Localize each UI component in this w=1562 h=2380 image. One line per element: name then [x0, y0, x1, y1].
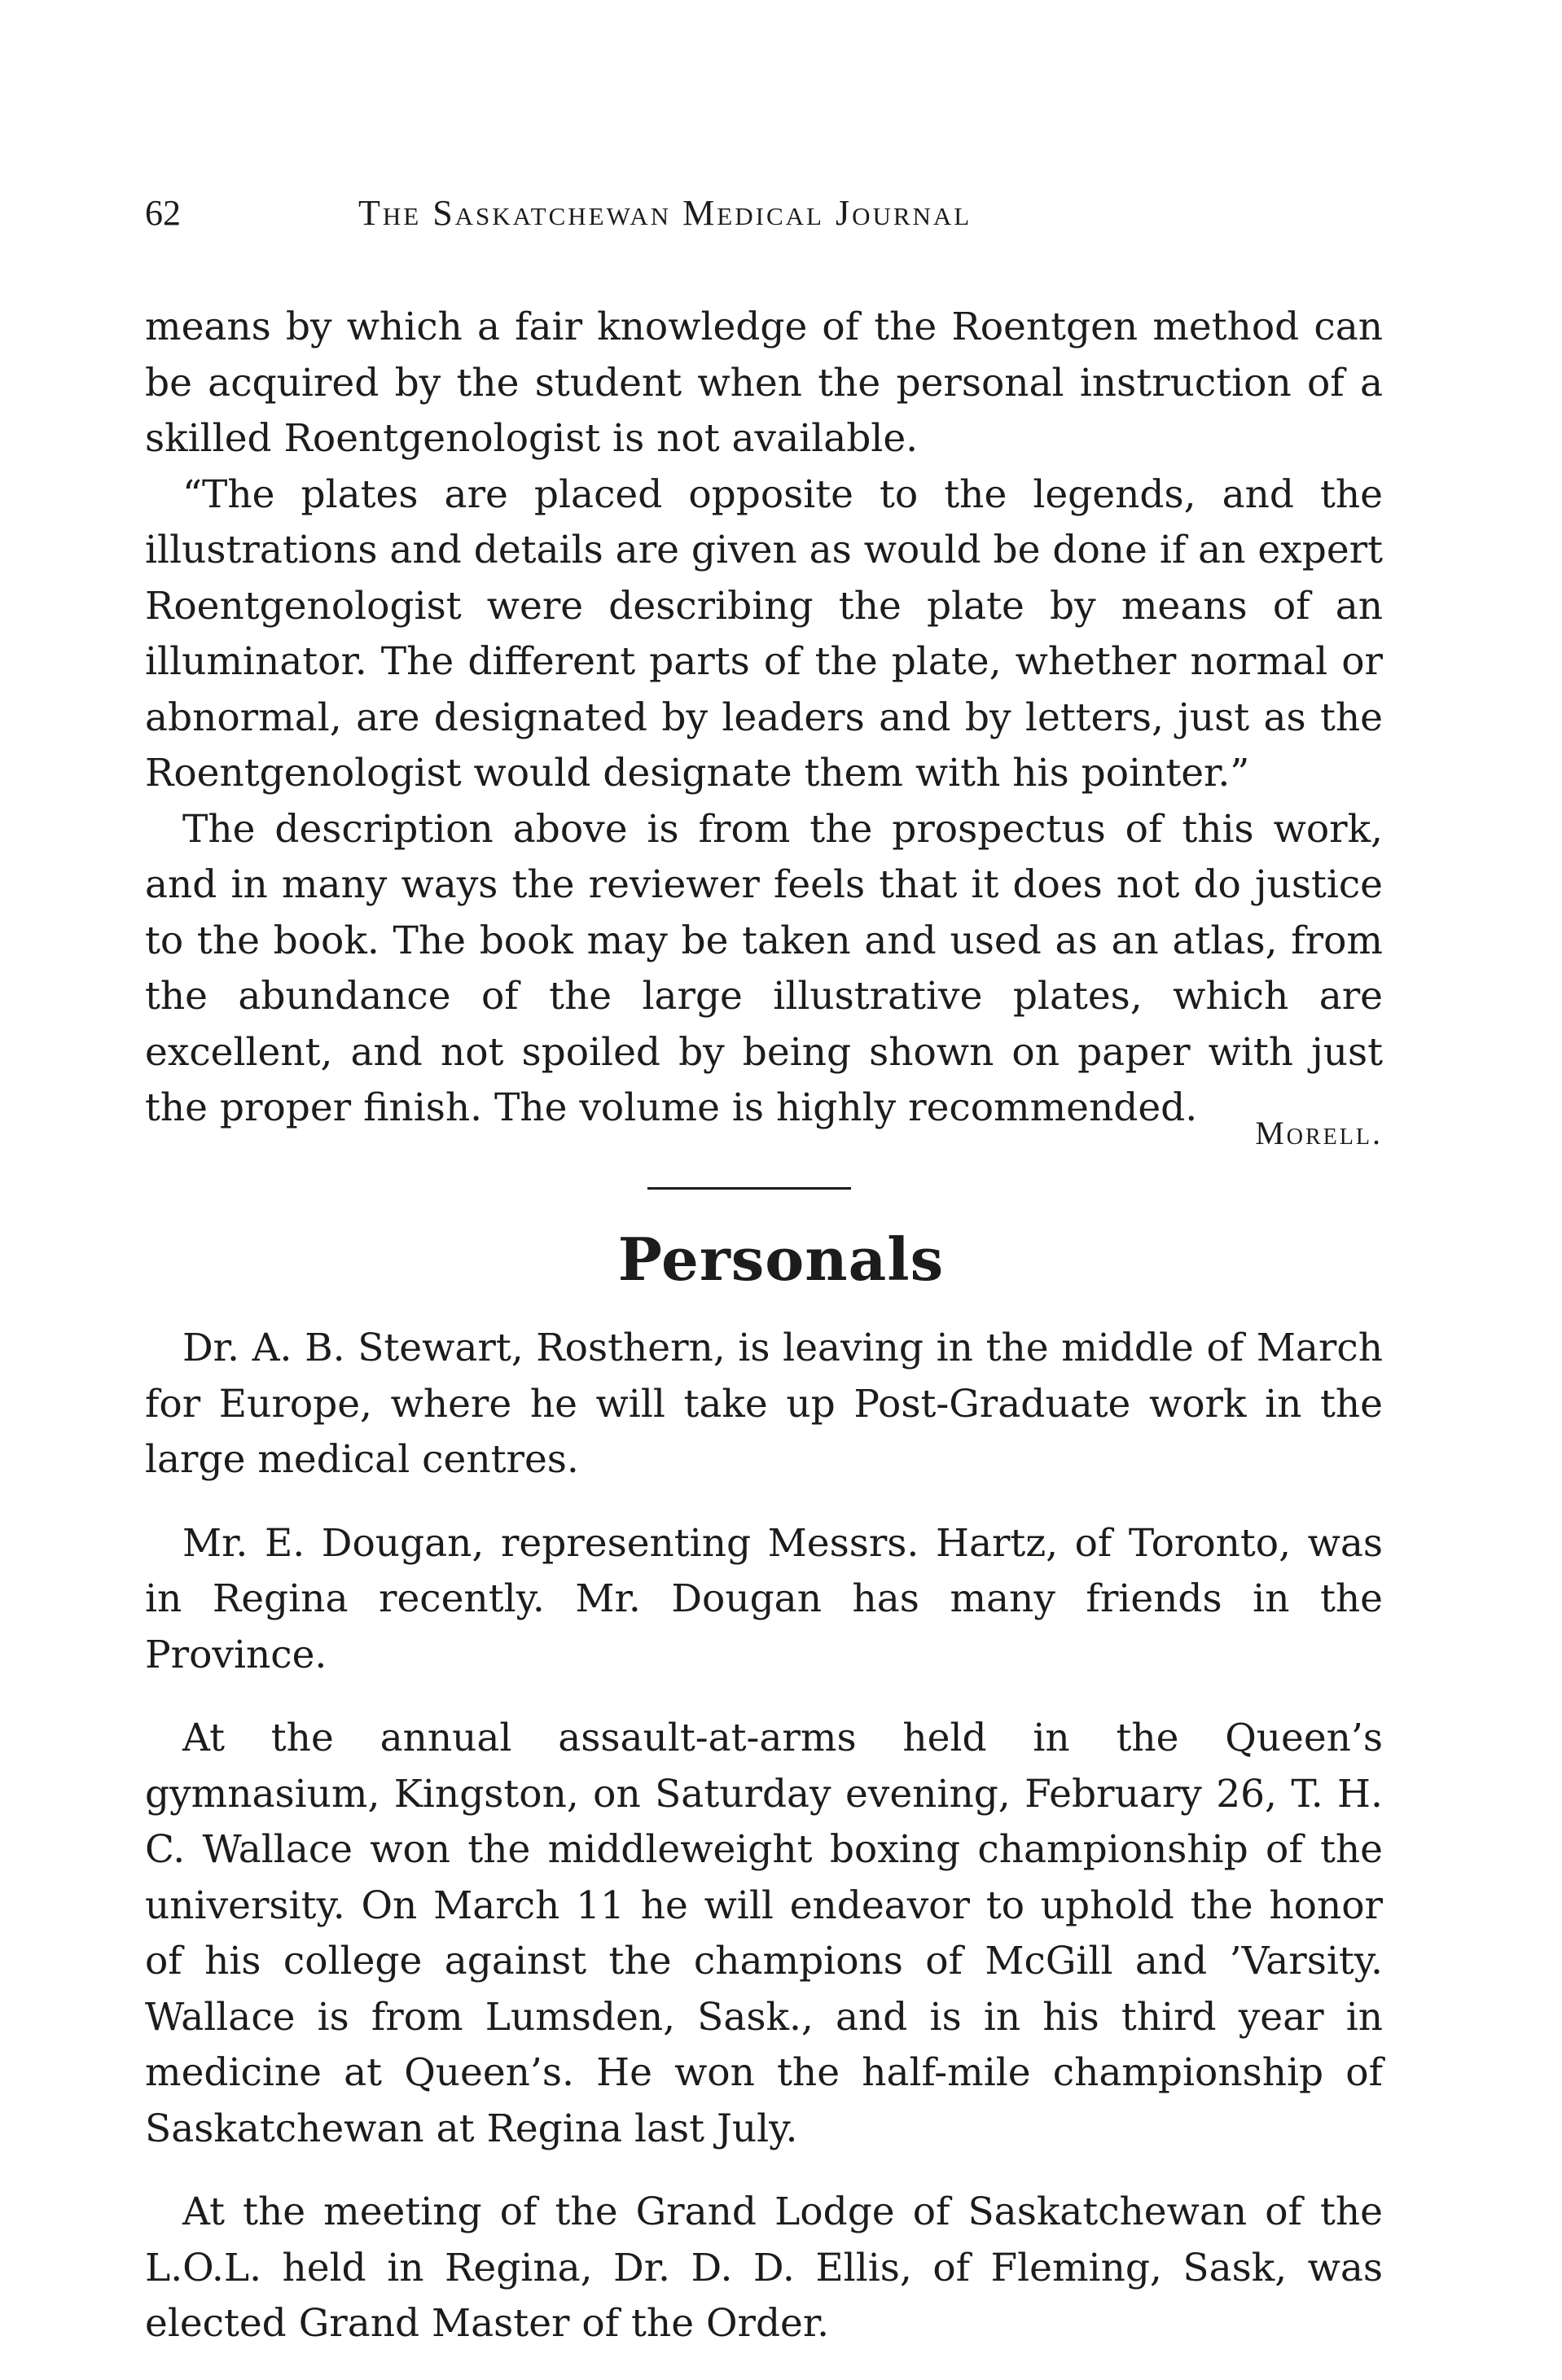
section-divider — [647, 1187, 851, 1190]
review-paragraph: “The plates are placed opposite to the legends, and the illustrations and details are given as would be done if an expert Roentgenologist were describing the plate by means of an illuminator. The different parts of the plate, whether normal or abnormal, are designated by leaders and by letters, just as the Roentgenologist would designate them with his pointer.” — [145, 471, 1383, 796]
review-signature: Morell. — [1255, 1115, 1383, 1151]
journal-title: The Saskatchewan Medical Journal — [358, 193, 972, 233]
page-number: 62 — [145, 193, 181, 233]
personal-note: Dr. A. B. Stewart, Rosthern, is leaving in the middle of March for Europe, where he will take up Post-Graduate work in the large medical centres. — [145, 1326, 1383, 1482]
personals-heading: Personals — [617, 1225, 945, 1294]
personal-note: At the meeting of the Grand Lodge of Saskatchewan of the L.O.L. held in Regina, Dr. D. D. Ellis, of Fleming, Sask, was elected Grand Master of the Order. — [145, 2189, 1383, 2346]
review-paragraph: means by which a fair knowledge of the Roentgen method can be acquired by the student when the personal instruction of a skilled Roentgenologist is not available. — [145, 305, 1383, 461]
review-continuation — [145, 300, 1383, 1137]
personal-note: At the annual assault-at-arms held in the Queen’s gymnasium, Kingston, on Saturday evening, February 26, T. H. C. Wallace won the middleweight boxing championship of the university. On March 11 he will endeavor to uphold the honor of his college against the champions of McGill and ’Varsity. Wallace is from Lumsden, Sask., and is in his third year in medicine at Queen’s. He won the half-mile championship of Saskatchewan at Regina last July. — [145, 1716, 1383, 2151]
personal-note: Mr. E. Dougan, representing Messrs. Hartz, of Toronto, was in Regina recently. Mr. Dougan has many friends in the Province. — [145, 1520, 1383, 1677]
review-paragraph: The description above is from the prospectus of this work, and in many ways the reviewer feels that it does not do justice to the book. The book may be taken and used as an atlas, from the abundance of the large illustrative plates, which are excellent, and not spoiled by being shown on paper with just the proper finish. The volume is highly recommended. — [145, 806, 1383, 1130]
page-header — [145, 192, 1415, 249]
personals-section — [145, 1321, 1383, 2380]
